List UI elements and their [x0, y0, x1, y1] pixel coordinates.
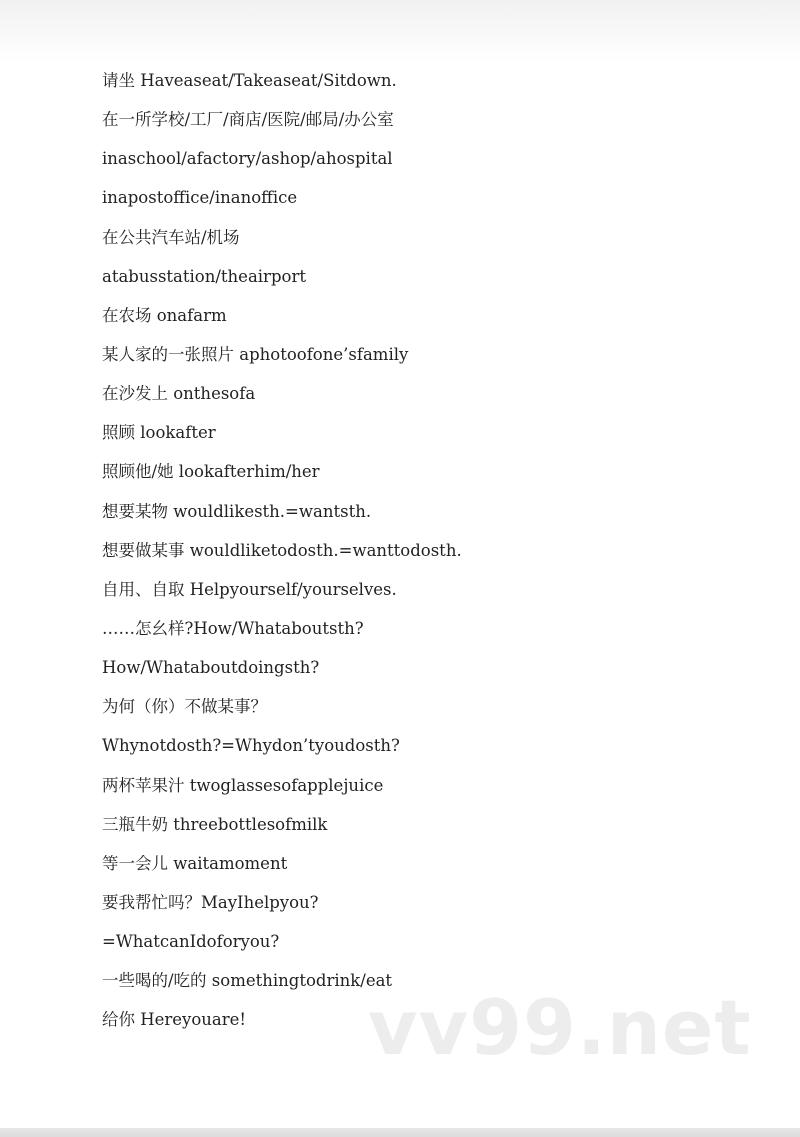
phrase-line: 给你 Hereyouare! [102, 1010, 247, 1030]
phrase-line: 一些喝的/吃的 somethingtodrink/eat [102, 971, 393, 991]
phrase-line: 三瓶牛奶 threebottlesofmilk [102, 814, 328, 834]
phrase-line: Whynotdosth?=Whydon’tyoudosth? [102, 736, 400, 756]
phrase-line: 在公共汽车站/机场 [102, 227, 240, 247]
phrase-line: 自用、自取 Helpyourself/yourselves. [102, 579, 397, 599]
phrase-line: 照顾 lookafter [102, 423, 216, 443]
phrase-line: 为何（你）不做某事？ [102, 697, 267, 717]
phrase-line: =WhatcanIdoforyou? [102, 932, 280, 952]
phrase-line: 想要某物 wouldlikesth.=wantsth. [102, 501, 372, 521]
phrase-list [102, 67, 762, 1046]
phrase-line: atabusstation/theairport [102, 266, 306, 286]
phrase-line: 在沙发上 onthesofa [102, 384, 256, 404]
phrase-line: inapostoffice/inanoffice [102, 188, 298, 208]
phrase-line: 等一会儿 waitamoment [102, 853, 288, 873]
phrase-line: 某人家的一张照片 aphotoofone’sfamily [102, 344, 409, 364]
watermark: vv99.net [368, 983, 752, 1072]
phrase-line: ……怎幺样?How/Whataboutsth? [102, 618, 364, 638]
phrase-line: 请坐 Haveaseat/Takeaseat/Sitdown. [102, 71, 397, 90]
phrase-line: 想要做某事 wouldliketodosth.=wanttodosth. [102, 540, 462, 560]
phrase-line: 在农场 onafarm [102, 305, 227, 325]
phrase-line: inaschool/afactory/ashop/ahospital [102, 149, 393, 169]
phrase-line: 要我帮忙吗？MayIhelpyou? [102, 892, 319, 912]
phrase-line: 在一所学校/工厂/商店/医院/邮局/办公室 [102, 110, 394, 130]
page-bottom-edge [0, 1128, 800, 1137]
phrase-line: 两杯苹果汁 twoglassesofapplejuice [102, 775, 384, 795]
phrase-line: How/Whataboutdoingsth? [102, 658, 320, 678]
phrase-line: 照顾他/她 lookafterhim/her [102, 462, 320, 482]
top-shade [0, 0, 800, 62]
